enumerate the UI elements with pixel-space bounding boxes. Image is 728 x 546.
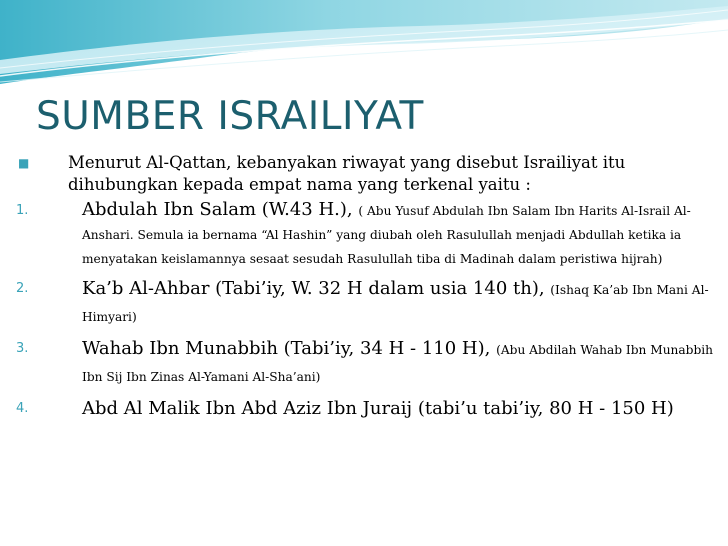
list-item — [16, 396, 716, 422]
header-wave-decoration — [0, 0, 728, 84]
list-item — [16, 336, 716, 390]
list-item — [16, 198, 716, 270]
list-number: 2. — [16, 281, 29, 296]
list-number: 3. — [16, 341, 29, 356]
square-bullet-icon: ■ — [18, 156, 30, 170]
intro-bullet — [16, 152, 716, 196]
item-detail: (Abu Abdilah Wahab Ibn Munabbih Ibn Sij Ibn Zinas Al-Yamani Al-Sha’ani) — [82, 343, 714, 384]
intro-text: Menurut Al-Qattan, kebanyakan riwayat yang disebut Israiliyat itu dihubungkan kepada empat nama yang terkenal yaitu : — [68, 153, 626, 194]
item-name: Abdulah Ibn Salam (W.43 H.), — [82, 199, 353, 220]
item-name: Ka’b Al-Ahbar (Tabi’iy, W. 32 H dalam usia 140 th), — [82, 278, 545, 299]
slide-title: SUMBER ISRAILIYAT — [36, 94, 424, 139]
slide-content — [16, 152, 716, 422]
item-detail: ( Abu Yusuf Abdulah Ibn Salam Ibn Harits Al-Israil Al-Anshari. Semula ia bernama “Al Hashin” yang diubah oleh Rasulullah menjadi Abdullah ketika ia menyatakan keislamannya sesaat sesudah Rasulullah tiba di Madinah dalam peristiwa hijrah) — [82, 204, 691, 266]
list-item — [16, 276, 716, 330]
item-name: Wahab Ibn Munabbih (Tabi’iy, 34 H - 110 H), — [82, 338, 491, 359]
list-number: 4. — [16, 401, 29, 416]
item-detail: (Ishaq Ka’ab Ibn Mani Al-Himyari) — [82, 283, 709, 324]
item-name: Abd Al Malik Ibn Abd Aziz Ibn Juraij (tabi’u tabi’iy, 80 H - 150 H) — [82, 398, 674, 419]
list-number: 1. — [16, 203, 29, 218]
